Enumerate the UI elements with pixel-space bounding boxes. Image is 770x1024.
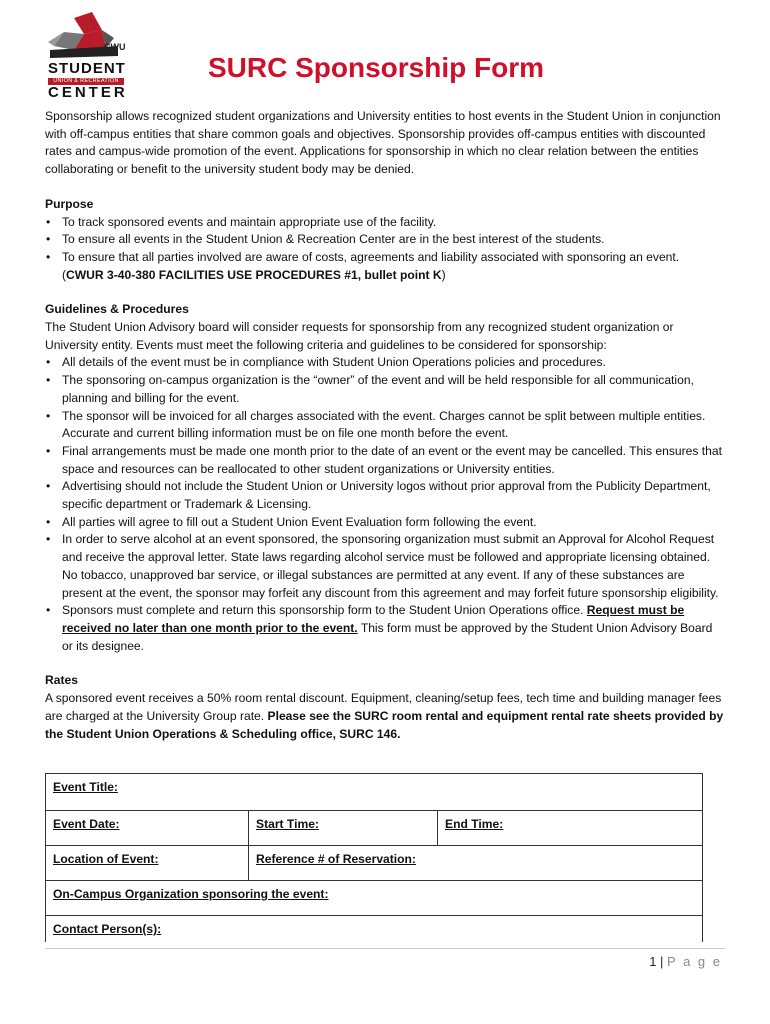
- logo-mountain-icon: [44, 10, 128, 60]
- purpose-list: [45, 214, 725, 285]
- organization-field[interactable]: [46, 881, 703, 916]
- student-center-logo: [44, 10, 128, 101]
- page-footer: 1 | P a g e: [649, 954, 722, 969]
- list-item: • All details of the event must be in compliance with Student Union Operations policies and procedures.: [45, 354, 725, 372]
- contact-field[interactable]: [46, 916, 703, 943]
- organization-label: On-Campus Organization sponsoring the event:: [53, 887, 329, 901]
- list-item: • To track sponsored events and maintain appropriate use of the facility.: [45, 214, 725, 232]
- bullet-icon: •: [46, 373, 51, 388]
- event-title-label: Event Title:: [53, 780, 118, 794]
- reference-label: Reference # of Reservation:: [256, 852, 416, 866]
- page-number: 1: [649, 954, 657, 969]
- guidelines-intro: The Student Union Advisory board will consider requests for sponsorship from any recognized student organization or University entity. Events must meet the following criteria and guidelines to be considered for sponsorship:: [45, 320, 674, 352]
- list-item: • Final arrangements must be made one month prior to the date of an event or the event may be cancelled. This ensures that space and resources can be reallocated to other student organizations or University entities.: [46, 443, 722, 476]
- rates-paragraph: A sponsored event receives a 50% room rental discount. Equipment, cleaning/setup fees, tech time and building manager fees are charged at the University Group rate. Please see the SURC room rental and equipment rental rate sheets provided by the Student Union Operations & Scheduling office, SURC 146.: [45, 691, 724, 741]
- guidelines-list: [45, 354, 725, 655]
- bullet-icon: •: [46, 232, 51, 247]
- event-date-label: Event Date:: [53, 817, 120, 831]
- bullet-icon: •: [46, 249, 51, 264]
- list-item: • In order to serve alcohol at an event sponsored, the sponsoring organization must submit an Approval for Alcohol Request and receive the approval letter. State laws regarding alcohol service must be followed and appropriate licensing obtained. No tobacco, unapproved bar service, or illegal substances are permitted at any event. If any of these substances are present at the event, the sponsor may forfeit any discount from this agreement and may forfeit future sponsorship eligibility.: [46, 532, 719, 600]
- logo-subtitle-text: UNION & RECREATION: [48, 78, 124, 85]
- purpose-heading: Purpose: [45, 196, 94, 211]
- bullet-icon: •: [46, 479, 51, 494]
- page-title: SURC Sponsorship Form: [208, 52, 545, 83]
- logo-student-text: STUDENT: [48, 60, 126, 77]
- bullet-icon: •: [46, 514, 51, 529]
- rates-heading: Rates: [45, 673, 78, 688]
- end-time-label: End Time:: [445, 817, 504, 831]
- intro-paragraph: Sponsorship allows recognized student organizations and University entities to host events in the Student Union in conjunction with off-campus entities that share common goals and objectives. Sponsorship provides off-campus entities with discounted rates and campus-wide promotion of the event. Applications for sponsorship in which no clear relation between the entities collaborating or benefit to the university student body may be denied.: [45, 109, 721, 177]
- list-item: • Sponsors must complete and return this sponsorship form to the Student Union Operations office. Request must be received no later than one month prior to the event. This form must be approved by the Student Union Advisory Board or its designee.: [46, 603, 713, 653]
- start-time-label: Start Time:: [256, 817, 319, 831]
- bullet-icon: •: [46, 532, 51, 547]
- bullet-icon: •: [46, 408, 51, 423]
- list-item: • The sponsor will be invoiced for all charges associated with the event. Charges cannot be split between multiple entities. Accurate and current billing information must be on file one month before the event.: [46, 408, 706, 441]
- logo-center-text: CENTER: [48, 84, 128, 101]
- list-item: • All parties will agree to fill out a Student Union Event Evaluation form following the event.: [45, 514, 725, 532]
- deadline-notice: Request must be received no later than one month prior to the event.: [62, 603, 685, 635]
- event-title-field[interactable]: [46, 774, 703, 811]
- policy-reference: CWUR 3-40-380 FACILITIES USE PROCEDURES #1, bullet point K: [66, 267, 442, 282]
- list-item: • To ensure that all parties involved are aware of costs, agreements and liability associated with sponsoring an event. (CWUR 3-40-380 FACILITIES USE PROCEDURES #1, bullet point K): [46, 249, 680, 282]
- footer-divider: [45, 948, 725, 949]
- list-item: • To ensure all events in the Student Union & Recreation Center are in the best interest of the students.: [45, 231, 725, 249]
- start-time-field[interactable]: [249, 811, 438, 846]
- page-label: P a g e: [667, 954, 722, 969]
- location-field[interactable]: [46, 846, 249, 881]
- logo-cwu-text: CWU: [104, 42, 126, 52]
- bullet-icon: •: [46, 214, 51, 229]
- list-item: • The sponsoring on-campus organization is the “owner” of the event and will be held responsible for all communication, planning and billing for the event.: [46, 373, 694, 405]
- guidelines-heading: Guidelines & Procedures: [45, 302, 189, 317]
- end-time-field[interactable]: [438, 811, 703, 846]
- document-body: [45, 108, 725, 743]
- sponsorship-form-table: [45, 773, 703, 942]
- reference-field[interactable]: [249, 846, 703, 881]
- bullet-icon: •: [46, 355, 51, 370]
- location-label: Location of Event:: [53, 852, 159, 866]
- contact-label: Contact Person(s):: [53, 922, 162, 936]
- rates-note: Please see the SURC room rental and equipment rental rate sheets provided by the Student Union Operations & Scheduling office, SURC 146.: [45, 708, 724, 741]
- event-date-field[interactable]: [46, 811, 249, 846]
- bullet-icon: •: [46, 603, 51, 618]
- bullet-icon: •: [46, 443, 51, 458]
- list-item: • Advertising should not include the Student Union or University logos without prior approval from the Publicity Department, specific department or Trademark & Licensing.: [46, 479, 711, 512]
